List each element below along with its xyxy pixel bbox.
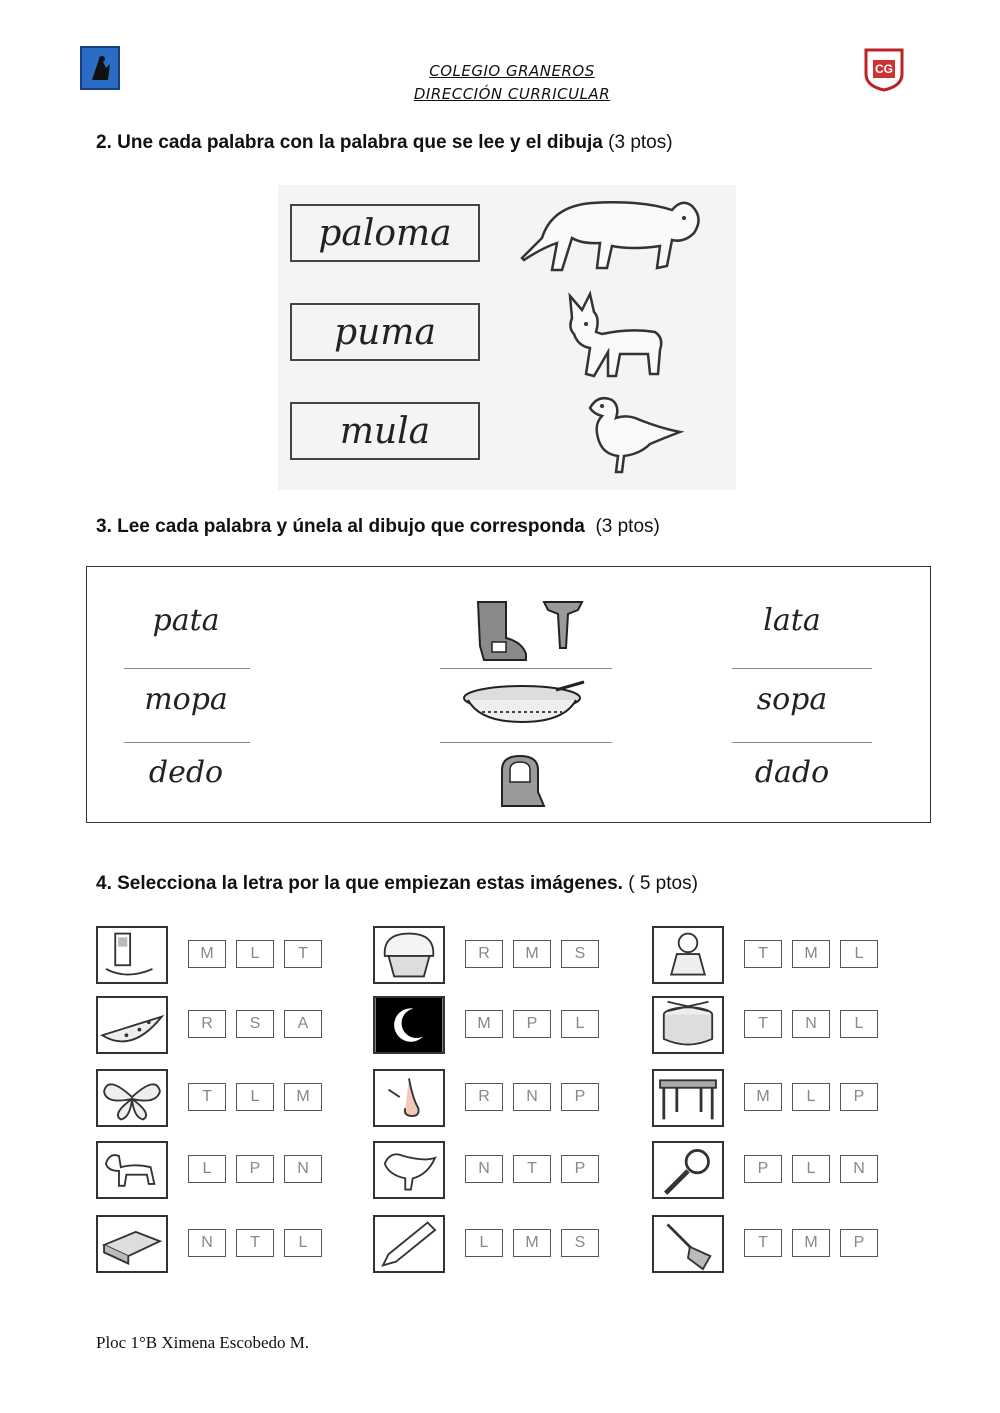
finger-icon[interactable] xyxy=(494,752,550,808)
nose-picture xyxy=(373,1069,445,1127)
letter-option[interactable]: M xyxy=(744,1083,782,1111)
letter-option[interactable]: P xyxy=(513,1010,551,1038)
letter-option[interactable]: L xyxy=(284,1229,322,1257)
word-box-paloma[interactable]: paloma xyxy=(290,204,480,262)
letter-option[interactable]: S xyxy=(236,1010,274,1038)
muffin-icon xyxy=(375,928,443,982)
divider xyxy=(124,742,250,743)
moon-picture xyxy=(373,996,445,1054)
letter-option[interactable]: N xyxy=(188,1229,226,1257)
muffin-picture xyxy=(373,926,445,984)
divider xyxy=(440,742,612,743)
bird-icon xyxy=(375,1143,443,1197)
logo-initials: CG xyxy=(875,62,893,76)
letter-option[interactable]: N xyxy=(840,1155,878,1183)
letter-option[interactable]: P xyxy=(744,1155,782,1183)
butterfly-icon xyxy=(98,1071,166,1125)
letter-option[interactable]: P xyxy=(561,1083,599,1111)
letter-option[interactable]: T xyxy=(188,1083,226,1111)
letter-option[interactable]: R xyxy=(465,940,503,968)
bird-picture xyxy=(373,1141,445,1199)
letter-option[interactable]: N xyxy=(465,1155,503,1183)
letter-option[interactable]: R xyxy=(188,1010,226,1038)
letter-option[interactable]: P xyxy=(840,1083,878,1111)
magnifier-icon xyxy=(654,1143,722,1197)
section2-title: 2. Une cada palabra con la palabra que se lee y el dibuja (3 ptos) xyxy=(96,132,673,153)
letter-option[interactable]: M xyxy=(513,1229,551,1257)
word-dado[interactable]: dado xyxy=(754,755,830,790)
watermelon-icon xyxy=(98,998,166,1052)
letter-option[interactable]: T xyxy=(744,940,782,968)
letter-option[interactable]: M xyxy=(513,940,551,968)
letter-option[interactable]: P xyxy=(840,1229,878,1257)
letter-option[interactable]: L xyxy=(792,1155,830,1183)
letter-option[interactable]: L xyxy=(792,1083,830,1111)
word-box-mula[interactable]: mula xyxy=(290,402,480,460)
letter-option[interactable]: T xyxy=(513,1155,551,1183)
letter-option[interactable]: P xyxy=(236,1155,274,1183)
letter-option[interactable]: M xyxy=(188,940,226,968)
nose-icon xyxy=(375,1071,443,1125)
moon-icon xyxy=(375,998,443,1052)
dog-icon xyxy=(98,1143,166,1197)
letter-option[interactable]: A xyxy=(284,1010,322,1038)
department-name: DIRECCIÓN CURRICULAR xyxy=(413,85,611,103)
donkey-icon[interactable] xyxy=(560,288,670,380)
telephone-icon xyxy=(98,928,166,982)
letter-option[interactable]: L xyxy=(236,940,274,968)
table-picture xyxy=(652,1069,724,1127)
letter-option[interactable]: T xyxy=(236,1229,274,1257)
letter-option[interactable]: L xyxy=(236,1083,274,1111)
letter-option[interactable]: L xyxy=(465,1229,503,1257)
letter-option[interactable]: T xyxy=(744,1229,782,1257)
word-mopa[interactable]: mopa xyxy=(144,682,228,717)
school-name: COLEGIO GRANEROS xyxy=(429,62,595,80)
shovel-icon xyxy=(654,1217,722,1271)
letter-option[interactable]: L xyxy=(561,1010,599,1038)
divider xyxy=(124,668,250,669)
pencil-picture xyxy=(373,1215,445,1273)
magnifier-picture xyxy=(652,1141,724,1199)
letter-option[interactable]: R xyxy=(465,1083,503,1111)
divider xyxy=(440,668,612,669)
shovel-picture xyxy=(652,1215,724,1273)
boot-and-leg-icon[interactable] xyxy=(470,598,592,664)
letter-option[interactable]: N xyxy=(284,1155,322,1183)
doll-picture xyxy=(652,926,724,984)
doll-icon xyxy=(654,928,722,982)
letter-option[interactable]: M xyxy=(792,940,830,968)
letter-option[interactable]: T xyxy=(744,1010,782,1038)
letter-option[interactable]: M xyxy=(792,1229,830,1257)
book-icon xyxy=(98,1217,166,1271)
footer-credit: Ploc 1°B Ximena Escobedo M. xyxy=(96,1333,310,1352)
letter-option[interactable]: S xyxy=(561,940,599,968)
pencil-icon xyxy=(375,1217,443,1271)
letter-option[interactable]: P xyxy=(561,1155,599,1183)
letter-option[interactable]: L xyxy=(840,1010,878,1038)
word-pata[interactable]: pata xyxy=(152,603,220,638)
drum-icon xyxy=(654,998,722,1052)
letter-option[interactable]: S xyxy=(561,1229,599,1257)
dog-picture xyxy=(96,1141,168,1199)
section4-title: 4. Selecciona la letra por la que empiezan estas imágenes. ( 5 ptos) xyxy=(96,873,698,894)
drum-picture xyxy=(652,996,724,1054)
word-lata[interactable]: lata xyxy=(763,603,821,638)
word-dedo[interactable]: dedo xyxy=(148,755,224,790)
telephone-picture xyxy=(96,926,168,984)
word-box-puma[interactable]: puma xyxy=(290,303,480,361)
puma-icon[interactable] xyxy=(512,188,707,278)
table-icon xyxy=(654,1071,722,1125)
watermelon-picture xyxy=(96,996,168,1054)
soup-plate-icon[interactable] xyxy=(460,680,588,726)
letter-option[interactable]: M xyxy=(284,1083,322,1111)
word-sopa[interactable]: sopa xyxy=(756,682,828,717)
divider xyxy=(732,742,872,743)
letter-option[interactable]: M xyxy=(465,1010,503,1038)
butterfly-picture xyxy=(96,1069,168,1127)
letter-option[interactable]: N xyxy=(792,1010,830,1038)
letter-option[interactable]: N xyxy=(513,1083,551,1111)
dove-icon[interactable] xyxy=(580,388,685,476)
divider xyxy=(732,668,872,669)
section3-title: 3. Lee cada palabra y únela al dibujo que corresponda (3 ptos) xyxy=(96,516,660,537)
book-picture xyxy=(96,1215,168,1273)
letter-option[interactable]: T xyxy=(284,940,322,968)
letter-option[interactable]: L xyxy=(840,940,878,968)
letter-option[interactable]: L xyxy=(188,1155,226,1183)
